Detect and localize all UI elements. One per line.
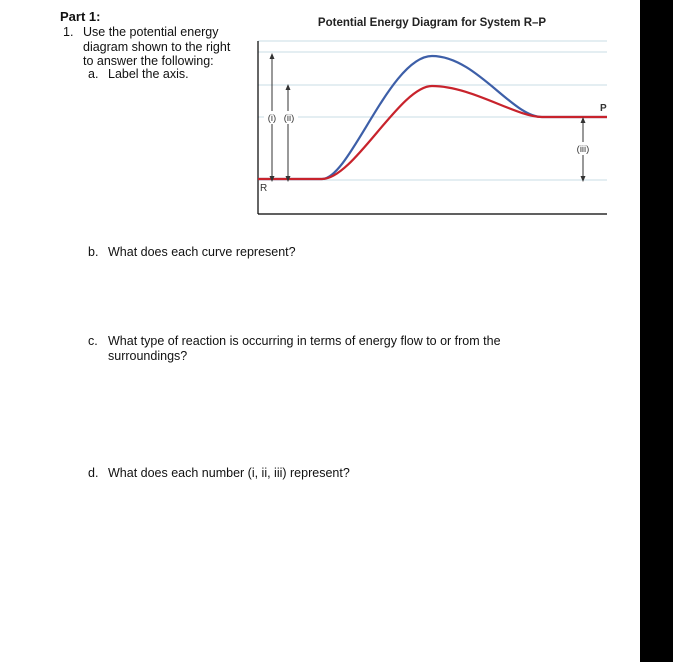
catalyzed-energy-curve — [258, 86, 607, 179]
subquestion-b — [88, 245, 388, 261]
arrow-ii — [286, 84, 291, 182]
grid-lines — [258, 41, 607, 180]
subquestion-text: What does each curve represent? — [108, 245, 296, 259]
subquestion-letter: d. — [88, 466, 99, 480]
potential-energy-diagram — [250, 8, 615, 220]
diagram-svg — [250, 8, 615, 220]
subquestion-text: What type of reaction is occurring in terms of energy flow to or from the surroundings? — [108, 334, 501, 363]
label-i: (i) — [267, 113, 277, 124]
subquestion-letter: b. — [88, 245, 99, 259]
subquestion-text: What does each number (i, ii, iii) represent? — [108, 466, 350, 480]
part-title: Part 1: — [60, 9, 101, 24]
reactant-label: R — [260, 183, 268, 194]
product-label: P — [600, 103, 607, 114]
subquestion-text: Label the axis. — [108, 67, 189, 81]
subquestion-c — [88, 334, 538, 366]
label-ii: (ii) — [283, 113, 295, 124]
question-text: Use the potential energy diagram shown to the right to answer the following: — [83, 25, 231, 68]
subquestion-d — [88, 466, 438, 482]
diagram-title: Potential Energy Diagram for System R–P — [317, 17, 547, 29]
right-edge-bar — [640, 0, 673, 662]
subquestion-letter: c. — [88, 334, 98, 348]
subquestion-letter: a. — [88, 67, 99, 81]
label-iii: (iii) — [576, 144, 590, 155]
question-number: 1. — [63, 25, 74, 39]
